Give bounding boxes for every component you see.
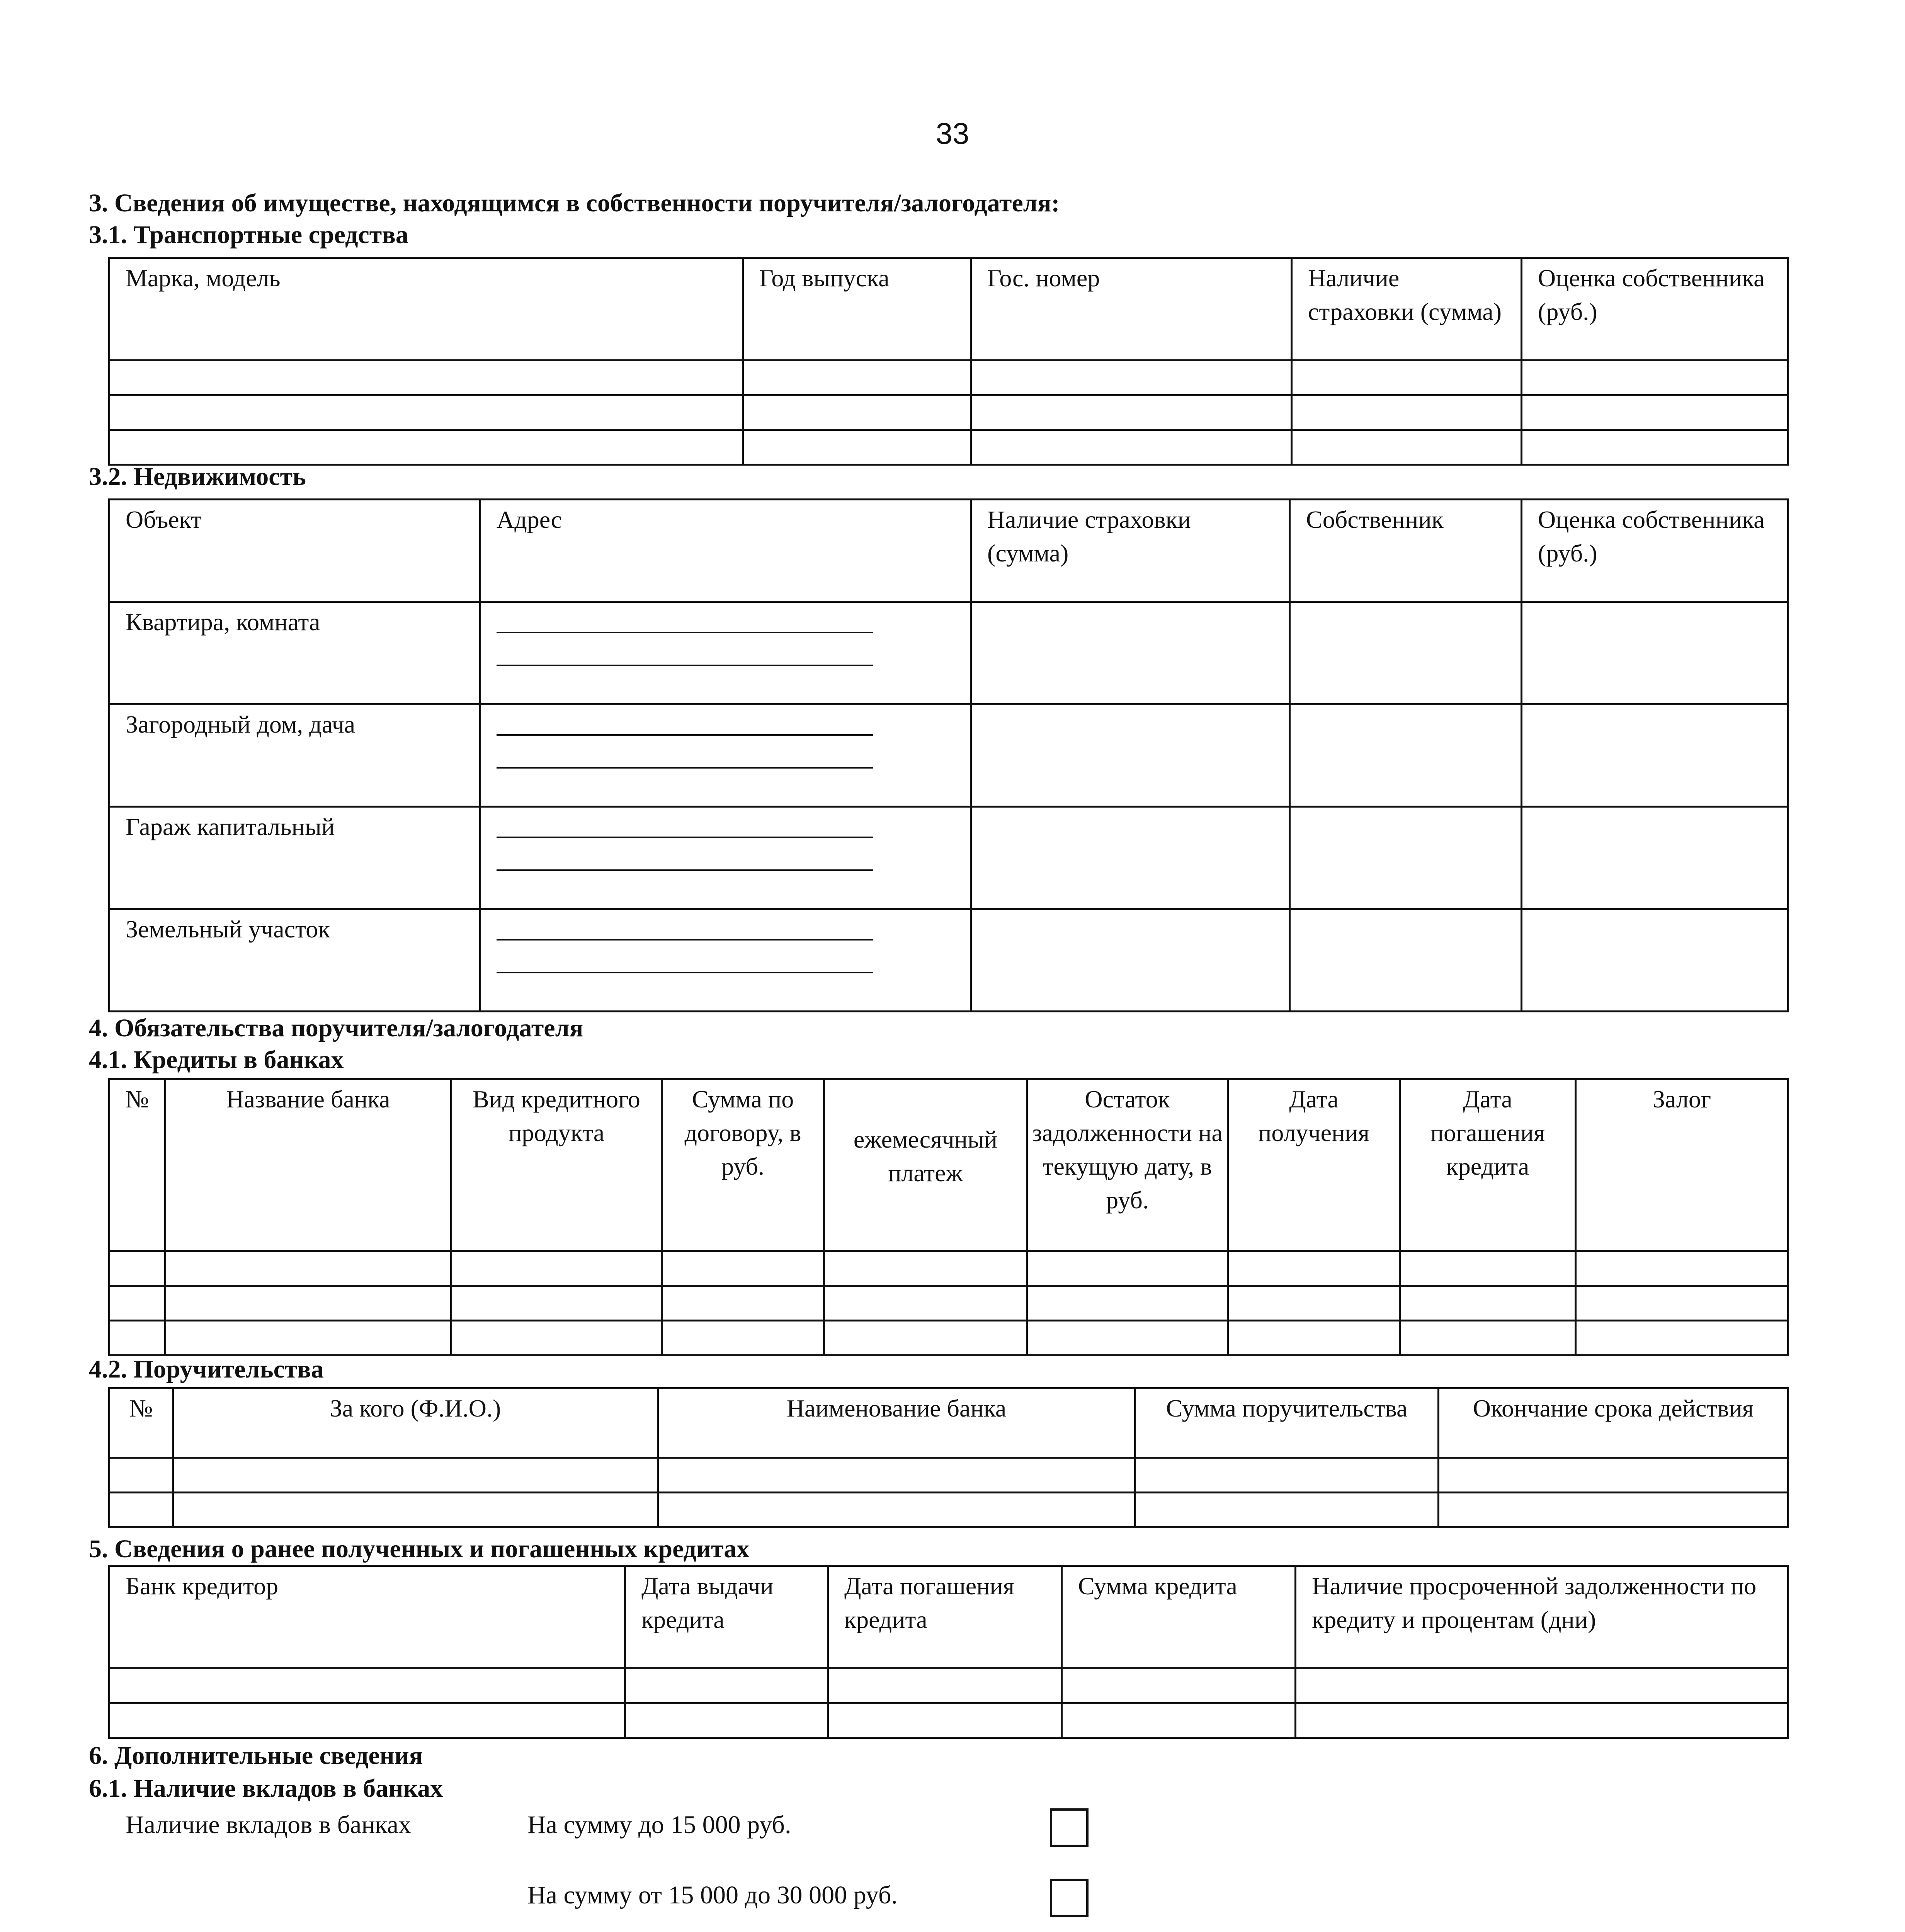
table-cell[interactable] xyxy=(1522,430,1788,465)
real-estate-object-label: Загородный дом, дача xyxy=(109,704,480,807)
table-cell[interactable] xyxy=(1062,1703,1296,1738)
table-cell[interactable] xyxy=(109,1321,165,1355)
table-cell[interactable] xyxy=(1290,807,1522,909)
table-cell[interactable] xyxy=(1062,1668,1296,1703)
table-cell[interactable] xyxy=(662,1321,824,1355)
address-cell[interactable] xyxy=(480,807,971,909)
table-cell[interactable] xyxy=(109,1493,173,1527)
table-cell[interactable] xyxy=(971,909,1290,1012)
real-estate-header-cell: Объект xyxy=(109,500,480,602)
section-4-1-title: 4.1. Кредиты в банках xyxy=(89,1046,344,1074)
deposit-option-label: На сумму до 15 000 руб. xyxy=(527,1811,791,1839)
vehicles-empty-row xyxy=(109,430,1788,465)
table-cell[interactable] xyxy=(658,1458,1135,1493)
table-cell[interactable] xyxy=(1292,430,1522,465)
real-estate-header-cell: Адрес xyxy=(480,500,971,602)
guarantees-header-cell: Окончание срока действия xyxy=(1439,1388,1788,1458)
table-cell[interactable] xyxy=(109,395,743,430)
table-cell[interactable] xyxy=(1228,1251,1400,1286)
deposit-option-checkbox[interactable] xyxy=(1050,1808,1089,1847)
table-cell[interactable] xyxy=(662,1251,824,1286)
table-cell[interactable] xyxy=(1576,1251,1788,1286)
previous-loans-header-row xyxy=(109,1566,1788,1668)
vehicles-header-cell: Оценка собственника (руб.) xyxy=(1522,258,1788,361)
table-cell[interactable] xyxy=(1400,1321,1576,1355)
table-cell[interactable] xyxy=(1522,807,1788,909)
loans-header-cell: ежемесячный платеж xyxy=(824,1079,1027,1251)
table-cell[interactable] xyxy=(109,1251,165,1286)
real-estate-row xyxy=(109,807,1788,909)
table-cell[interactable] xyxy=(173,1493,658,1527)
loans-header-cell: Сумма по договору, в руб. xyxy=(662,1079,824,1251)
guarantees-header-row xyxy=(109,1388,1788,1458)
table-cell[interactable] xyxy=(1522,395,1788,430)
previous-loans-header-cell: Сумма кредита xyxy=(1062,1566,1296,1668)
table-cell[interactable] xyxy=(1135,1493,1439,1527)
address-line xyxy=(497,837,873,838)
vehicles-header-cell: Гос. номер xyxy=(971,258,1292,361)
table-cell[interactable] xyxy=(109,1703,625,1738)
table-cell[interactable] xyxy=(165,1321,451,1355)
table-cell[interactable] xyxy=(971,704,1290,807)
section-5-title: 5. Сведения о ранее полученных и погашенных кредитах xyxy=(89,1535,750,1563)
table-cell[interactable] xyxy=(1576,1286,1788,1321)
loans-empty-row xyxy=(109,1321,1788,1355)
table-cell[interactable] xyxy=(1400,1251,1576,1286)
deposits-label: Наличие вкладов в банках xyxy=(126,1811,412,1839)
table-cell[interactable] xyxy=(824,1251,1027,1286)
table-cell[interactable] xyxy=(1135,1458,1439,1493)
table-cell[interactable] xyxy=(1027,1251,1228,1286)
loans-empty-row xyxy=(109,1251,1788,1286)
table-cell[interactable] xyxy=(1296,1668,1788,1703)
table-cell[interactable] xyxy=(824,1321,1027,1355)
table-cell[interactable] xyxy=(1292,361,1522,395)
section-6-title: 6. Дополнительные сведения xyxy=(89,1742,423,1770)
table-cell[interactable] xyxy=(1522,909,1788,1012)
table-cell[interactable] xyxy=(743,361,971,395)
section-3-title: 3. Сведения об имуществе, находящимся в собственности поручителя/залогодателя: xyxy=(89,189,1060,217)
section-3-2-title: 3.2. Недвижимость xyxy=(89,463,306,491)
previous-loans-header-cell: Дата погашения кредита xyxy=(828,1566,1062,1668)
table-cell[interactable] xyxy=(828,1668,1062,1703)
vehicles-header-cell: Наличие страховки (сумма) xyxy=(1292,258,1522,361)
deposit-option-checkbox[interactable] xyxy=(1050,1879,1089,1917)
loans-header-row xyxy=(109,1079,1788,1251)
table-cell[interactable] xyxy=(1439,1493,1788,1527)
real-estate-object-label: Земельный участок xyxy=(109,909,480,1012)
table-cell[interactable] xyxy=(743,395,971,430)
address-cell[interactable] xyxy=(480,602,971,704)
real-estate-row xyxy=(109,909,1788,1012)
table-cell[interactable] xyxy=(1290,909,1522,1012)
table-cell[interactable] xyxy=(1296,1703,1788,1738)
real-estate-table xyxy=(108,498,1789,1012)
address-line xyxy=(497,665,873,666)
table-cell[interactable] xyxy=(1027,1286,1228,1321)
guarantees-header-cell: За кого (Ф.И.О.) xyxy=(173,1388,658,1458)
table-cell[interactable] xyxy=(971,395,1292,430)
address-line xyxy=(497,767,873,769)
table-cell[interactable] xyxy=(109,1668,625,1703)
table-cell[interactable] xyxy=(828,1703,1062,1738)
vehicles-table xyxy=(108,257,1789,466)
section-6-1-title: 6.1. Наличие вкладов в банках xyxy=(89,1774,443,1803)
real-estate-object-label: Гараж капитальный xyxy=(109,807,480,909)
real-estate-header-row xyxy=(109,500,1788,602)
loans-header-cell: Дата погашения кредита xyxy=(1400,1079,1576,1251)
section-4-2-title: 4.2. Поручительства xyxy=(89,1355,324,1383)
vehicles-header-row xyxy=(109,258,1788,361)
section-3-1-title: 3.1. Транспортные средства xyxy=(89,221,408,249)
table-cell[interactable] xyxy=(662,1286,824,1321)
table-cell[interactable] xyxy=(1522,704,1788,807)
real-estate-header-cell: Собственник xyxy=(1290,500,1522,602)
table-cell[interactable] xyxy=(743,430,971,465)
previous-loans-empty-row xyxy=(109,1668,1788,1703)
table-cell[interactable] xyxy=(1290,704,1522,807)
vehicles-empty-row xyxy=(109,361,1788,395)
table-cell[interactable] xyxy=(1439,1458,1788,1493)
table-cell[interactable] xyxy=(165,1286,451,1321)
previous-loans-header-cell: Банк кредитор xyxy=(109,1566,625,1668)
real-estate-row xyxy=(109,704,1788,807)
guarantees-empty-row xyxy=(109,1458,1788,1493)
guarantees-table xyxy=(108,1387,1789,1528)
page-number: 33 xyxy=(935,116,970,150)
previous-loans-empty-row xyxy=(109,1703,1788,1738)
loans-header-cell: Дата получения xyxy=(1228,1079,1400,1251)
vehicles-header-cell: Марка, модель xyxy=(109,258,743,361)
table-cell[interactable] xyxy=(109,430,743,465)
table-cell[interactable] xyxy=(109,1458,173,1493)
table-cell[interactable] xyxy=(971,807,1290,909)
real-estate-header-cell: Наличие страховки (сумма) xyxy=(971,500,1290,602)
previous-loans-table xyxy=(108,1565,1789,1739)
table-cell[interactable] xyxy=(1522,602,1788,704)
previous-loans-header-cell: Дата выдачи кредита xyxy=(625,1566,828,1668)
vehicles-header-cell: Год выпуска xyxy=(743,258,971,361)
vehicles-empty-row xyxy=(109,395,1788,430)
address-line xyxy=(497,632,873,633)
previous-loans-header-cell: Наличие просроченной задолженности по кредиту и процентам (дни) xyxy=(1296,1566,1788,1668)
loans-empty-row xyxy=(109,1286,1788,1321)
guarantees-header-cell: Наименование банка xyxy=(658,1388,1135,1458)
guarantees-empty-row xyxy=(109,1493,1788,1527)
table-cell[interactable] xyxy=(1400,1286,1576,1321)
address-line xyxy=(497,734,873,736)
table-cell[interactable] xyxy=(1027,1321,1228,1355)
table-cell[interactable] xyxy=(451,1251,662,1286)
loans-table xyxy=(108,1078,1789,1356)
table-cell[interactable] xyxy=(625,1703,828,1738)
real-estate-object-label: Квартира, комната xyxy=(109,602,480,704)
table-cell[interactable] xyxy=(1292,395,1522,430)
guarantees-header-cell: Сумма поручительства xyxy=(1135,1388,1439,1458)
table-cell[interactable] xyxy=(824,1286,1027,1321)
table-cell[interactable] xyxy=(625,1668,828,1703)
address-line xyxy=(497,939,873,940)
loans-header-cell: Название банка xyxy=(165,1079,451,1251)
table-cell[interactable] xyxy=(1228,1321,1400,1355)
guarantees-header-cell: № xyxy=(109,1388,173,1458)
table-cell[interactable] xyxy=(1576,1321,1788,1355)
table-cell[interactable] xyxy=(109,1286,165,1321)
real-estate-row xyxy=(109,602,1788,704)
real-estate-header-cell: Оценка собственника (руб.) xyxy=(1522,500,1788,602)
table-cell[interactable] xyxy=(658,1493,1135,1527)
table-cell[interactable] xyxy=(1228,1286,1400,1321)
table-cell[interactable] xyxy=(165,1251,451,1286)
section-4-title: 4. Обязательства поручителя/залогодателя xyxy=(89,1014,583,1042)
table-cell[interactable] xyxy=(971,430,1292,465)
address-cell[interactable] xyxy=(480,909,971,1012)
deposit-option-label: На сумму от 15 000 до 30 000 руб. xyxy=(527,1881,898,1909)
table-cell[interactable] xyxy=(451,1286,662,1321)
table-cell[interactable] xyxy=(451,1321,662,1355)
table-cell[interactable] xyxy=(971,602,1290,704)
loans-header-cell: Вид кредитного продукта xyxy=(451,1079,662,1251)
table-cell[interactable] xyxy=(173,1458,658,1493)
table-cell[interactable] xyxy=(1522,361,1788,395)
table-cell[interactable] xyxy=(109,361,743,395)
address-line xyxy=(497,869,873,871)
loans-header-cell: Остаток задолженности на текущую дату, в руб. xyxy=(1027,1079,1228,1251)
table-cell[interactable] xyxy=(971,361,1292,395)
loans-header-cell: Залог xyxy=(1576,1079,1788,1251)
address-cell[interactable] xyxy=(480,704,971,807)
address-line xyxy=(497,972,873,973)
table-cell[interactable] xyxy=(1290,602,1522,704)
loans-header-cell: № xyxy=(109,1079,165,1251)
